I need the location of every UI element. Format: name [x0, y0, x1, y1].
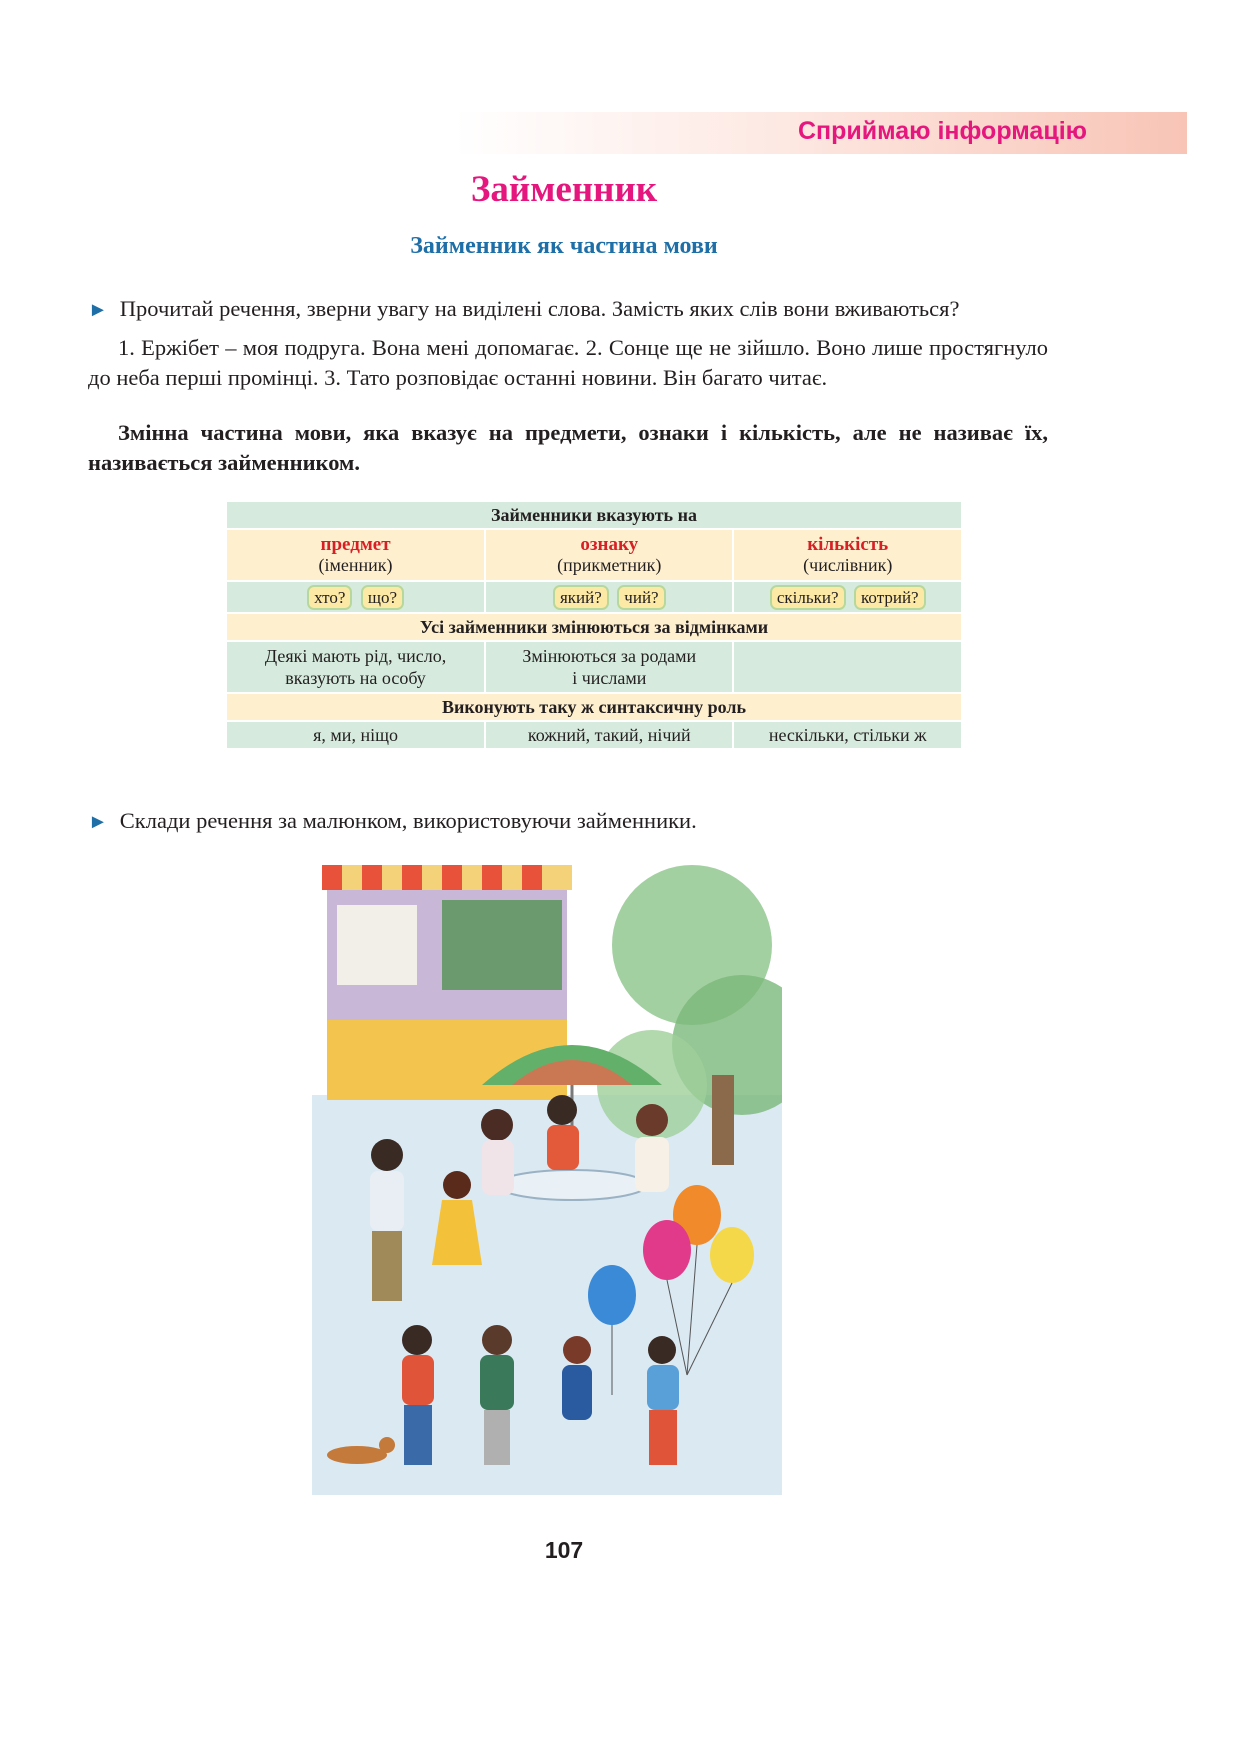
inflection-cell-noun [226, 641, 485, 693]
inflection-cell-adjective [485, 641, 733, 693]
pronoun-table [225, 500, 963, 750]
question-pill: скільки? [770, 585, 846, 610]
page-number: 107 [544, 1537, 584, 1563]
task-instruction-1 [88, 296, 960, 322]
task-text-2: Склади речення за малюнком, використовуючи займенники. [119, 808, 697, 833]
category-cell-adjective [485, 529, 733, 581]
category-pos: (числівник) [803, 555, 893, 575]
questions-cell-noun [226, 581, 485, 613]
task-arrow-icon: ► [88, 811, 108, 833]
inflection-line: і числами [572, 668, 647, 688]
table-row-syntax: Виконують таку ж синтаксичну роль [226, 693, 962, 721]
inflection-cell-numeral [733, 641, 962, 693]
question-pill: хто? [307, 585, 352, 610]
subtitle: Займенник як частина мови [410, 233, 718, 259]
task-text-1: Прочитай речення, зверни увагу на виділені слова. Замість яких слів вони вживаються? [119, 296, 960, 321]
exercise-text: 1. Ержібет – моя подруга. Вона мені допомагає. 2. Сонце ще не зійшло. Воно лише простягнуло до неба перші промінці. 3. Тато розповідає останні новини. Він багато читає. [88, 335, 1048, 390]
inflection-line: вказують на особу [285, 668, 426, 688]
task-arrow-icon: ► [88, 299, 108, 321]
category-cell-noun [226, 529, 485, 581]
question-pill: що? [361, 585, 404, 610]
category-name: предмет [320, 534, 391, 555]
table-row-all-change: Усі займенники змінюються за відмінками [226, 613, 962, 641]
category-pos: (іменник) [318, 555, 393, 575]
table-heading: Займенники вказують на [226, 501, 962, 529]
inflection-line: Деякі мають рід, число, [264, 646, 447, 666]
category-cell-numeral [733, 529, 962, 581]
example-cell: кожний, такий, нічий [485, 721, 733, 749]
questions-cell-adjective [485, 581, 733, 613]
example-cell: я, ми, ніщо [226, 721, 485, 749]
question-pill: чий? [617, 585, 665, 610]
example-cell: нескільки, стільки ж [733, 721, 962, 749]
section-banner [455, 112, 1187, 154]
question-pill: котрий? [854, 585, 926, 610]
question-pill: який? [553, 585, 609, 610]
section-label: Сприймаю інформацію [797, 117, 1087, 145]
definition-text: Змінна частина мови, яка вказує на предмети, ознаки і кількість, але не називає їх, називається займенником. [88, 420, 1048, 475]
market-scene-illustration [312, 855, 782, 1495]
task-instruction-2 [88, 808, 697, 834]
page-title: Займенник [470, 169, 658, 210]
category-name: ознаку [580, 534, 639, 555]
inflection-line: Змінюються за родами [522, 646, 697, 666]
category-pos: (прикметник) [557, 555, 662, 575]
questions-cell-numeral [733, 581, 962, 613]
category-name: кількість [807, 534, 889, 555]
